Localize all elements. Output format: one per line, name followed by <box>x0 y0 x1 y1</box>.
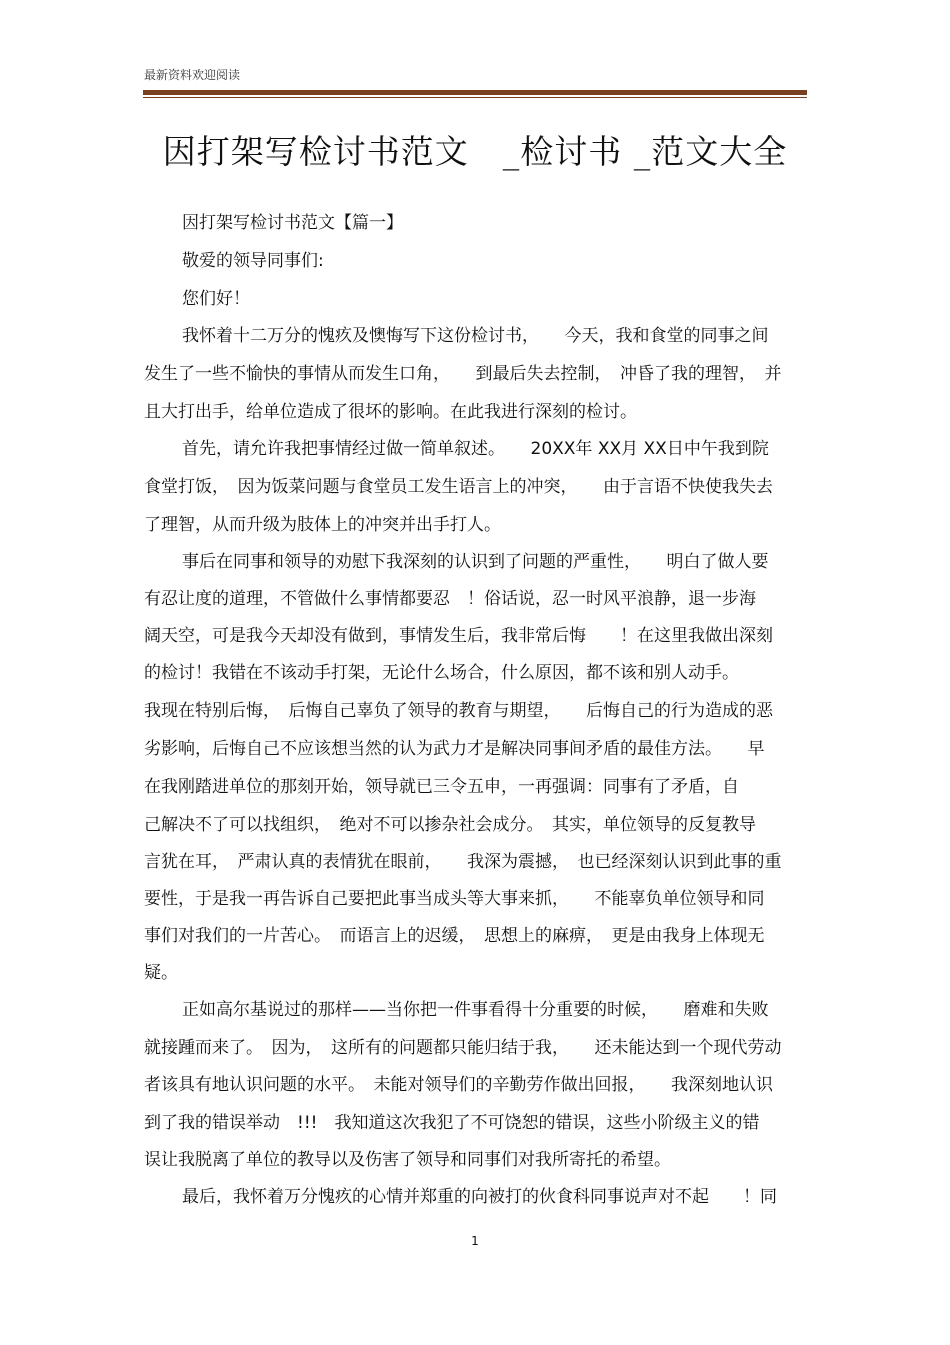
text-line: 发生了一些不愉快的事情从而发生口角， 到最后失去控制， 冲昏了我的理智， 并 <box>144 364 782 384</box>
text-line: 正如高尔基说过的那样——当你把一件事看得十分重要的时候， 磨难和失败 <box>182 1000 769 1020</box>
text-line: 的检讨！我错在不该动手打架，无论什么场合，什么原因，都不该和别人动手。 <box>144 663 739 683</box>
page-header: 最新资料欢迎阅读 <box>144 68 241 82</box>
text-line: 要性，于是我一再告诉自己要把此事当成头等大事来抓， 不能辜负单位领导和同 <box>144 889 765 909</box>
document-title: 因打架写检讨书范文 _检讨书 _范文大全 <box>162 132 788 171</box>
text-line: 劣影响，后悔自己不应该想当然的认为武力才是解决同事间矛盾的最佳方法。 早 <box>144 739 765 759</box>
text-line: 己解决不了可以找组织， 绝对不可以掺杂社会成分。 其实，单位领导的反复教导 <box>144 815 756 835</box>
text-line: 疑。 <box>144 963 178 983</box>
header-rule-thin <box>143 97 807 98</box>
text-line: 者该具有地认识问题的水平。 未能对领导们的辛勤劳作做出回报， 我深刻地认识 <box>144 1075 773 1095</box>
salutation: 敬爱的领导同事们: <box>182 251 324 271</box>
text-line: 到了我的错误举动 !!! 我知道这次我犯了不可饶恕的错误，这些小阶级主义的错 <box>144 1113 760 1133</box>
text-line: 有忍让度的道理，不管做什么事情都要忍 ！俗话说，忍一时风平浪静，退一步海 <box>144 589 756 609</box>
page-number: 1 <box>471 1234 479 1248</box>
text-line: 言犹在耳， 严肃认真的表情犹在眼前， 我深为震撼， 也已经深刻认识到此事的重 <box>144 852 782 872</box>
text-line: 在我刚踏进单位的那刻开始，领导就已三令五申，一再强调：同事有了矛盾，自 <box>144 777 739 797</box>
text-line: 了理智，从而升级为肢体上的冲突并出手打人。 <box>144 515 501 535</box>
text-line: 我怀着十二万分的愧疚及懊悔写下这份检讨书， 今天，我和食堂的同事之间 <box>182 326 769 346</box>
greeting: 您们好！ <box>182 289 250 309</box>
text-line: 阔天空，可是我今天却没有做到，事情发生后，我非常后悔 ！在这里我做出深刻 <box>144 626 773 646</box>
text-line: 我现在特别后悔， 后悔自己辜负了领导的教育与期望， 后悔自己的行为造成的恶 <box>144 701 773 721</box>
text-line: 误让我脱离了单位的教导以及伤害了领导和同事们对我所寄托的希望。 <box>144 1150 671 1170</box>
text-line: 且大打出手，给单位造成了很坏的影响。在此我进行深刻的检讨。 <box>144 402 637 422</box>
text-line: 事后在同事和领导的劝慰下我深刻的认识到了问题的严重性， 明白了做人要 <box>182 552 769 572</box>
text-line: 首先，请允许我把事情经过做一简单叙述。 20XX年 XX月 XX日中午我到院 <box>182 439 769 459</box>
header-rule-thick <box>143 90 807 95</box>
text-line: 最后，我怀着万分愧疚的心情并郑重的向被打的伙食科同事说声对不起 ！同 <box>182 1187 777 1207</box>
text-line: 就接踵而来了。 因为， 这所有的问题都只能归结于我， 还未能达到一个现代劳动 <box>144 1038 782 1058</box>
section-heading: 因打架写检讨书范文【篇一】 <box>182 213 403 233</box>
text-line: 食堂打饭， 因为饭菜问题与食堂员工发生语言上的冲突， 由于言语不快使我失去 <box>144 477 773 497</box>
text-line: 事们对我们的一片苦心。 而语言上的迟缓， 思想上的麻痹， 更是由我身上体现无 <box>144 926 765 946</box>
